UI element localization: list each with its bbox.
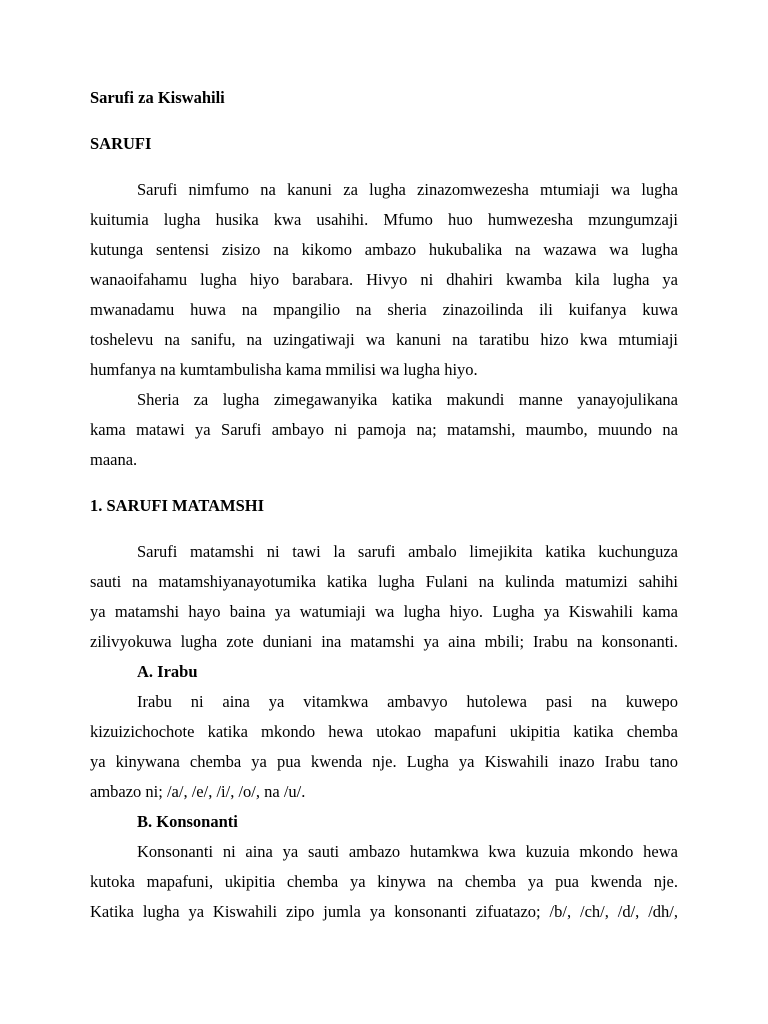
paragraph-line: Katika lugha ya Kiswahili zipo jumla ya konsonanti zifuatazo; /b/, /ch/, /d/, /dh/, xyxy=(90,902,678,921)
paragraph-line: wanaoifahamu lugha hiyo barabara. Hivyo ni dhahiri kwamba kila lugha ya xyxy=(90,270,678,289)
paragraph-line: mwanadamu huwa na mpangilio na sheria zinazoilinda ili kuifanya kuwa xyxy=(90,300,678,319)
paragraph-line: Sheria za lugha zimegawanyika katika makundi manne yanayojulikana xyxy=(137,390,678,409)
paragraph-line: ambazo ni; /a/, /e/, /i/, /o/, na /u/. xyxy=(90,782,306,801)
document-title: Sarufi za Kiswahili xyxy=(90,88,225,107)
heading-sarufi: SARUFI xyxy=(90,134,152,153)
paragraph-line: sauti na matamshiyanayotumika katika lugha Fulani na kulinda matumizi sahihi xyxy=(90,572,678,591)
paragraph-line: zilivyokuwa lugha zote duniani ina matamshi ya aina mbili; Irabu na konsonanti. xyxy=(90,632,678,651)
paragraph-line: kutoka mapafuni, ukipitia chemba ya kinywa na chemba ya pua kwenda nje. xyxy=(90,872,678,891)
paragraph-line: kama matawi ya Sarufi ambayo ni pamoja na; matamshi, maumbo, muundo na xyxy=(90,420,678,439)
paragraph-line: kutunga sentensi zisizo na kikomo ambazo hukubalika na wazawa wa lugha xyxy=(90,240,678,259)
paragraph-line: toshelevu na sanifu, na uzingatiwaji wa kanuni na taratibu hizo kwa mtumiaji xyxy=(90,330,678,349)
paragraph-line: kuitumia lugha husika kwa usahihi. Mfumo huo humwezesha mzungumzaji xyxy=(90,210,678,229)
paragraph-line: Sarufi matamshi ni tawi la sarufi ambalo limejikita katika kuchunguza xyxy=(137,542,678,561)
paragraph-line: kizuizichochote katika mkondo hewa utokao mapafuni ukipitia katika chemba xyxy=(90,722,678,741)
heading-irabu: A. Irabu xyxy=(137,662,198,681)
paragraph-line: ya kinywana chemba ya pua kwenda nje. Lugha ya Kiswahili inazo Irabu tano xyxy=(90,752,678,771)
paragraph-line: Konsonanti ni aina ya sauti ambazo hutamkwa kwa kuzuia mkondo hewa xyxy=(137,842,678,861)
paragraph-line: maana. xyxy=(90,450,138,469)
heading-konsonanti: B. Konsonanti xyxy=(137,812,238,831)
paragraph-line: Sarufi nimfumo na kanuni za lugha zinazomwezesha mtumiaji wa lugha xyxy=(137,180,678,199)
heading-sarufi-matamshi: 1. SARUFI MATAMSHI xyxy=(90,496,265,515)
paragraph-line: Irabu ni aina ya vitamkwa ambavyo hutolewa pasi na kuwepo xyxy=(137,692,678,711)
paragraph-line: ya matamshi hayo baina ya watumiaji wa lugha hiyo. Lugha ya Kiswahili kama xyxy=(90,602,678,621)
paragraph-line: humfanya na kumtambulisha kama mmilisi wa lugha hiyo. xyxy=(90,360,478,379)
